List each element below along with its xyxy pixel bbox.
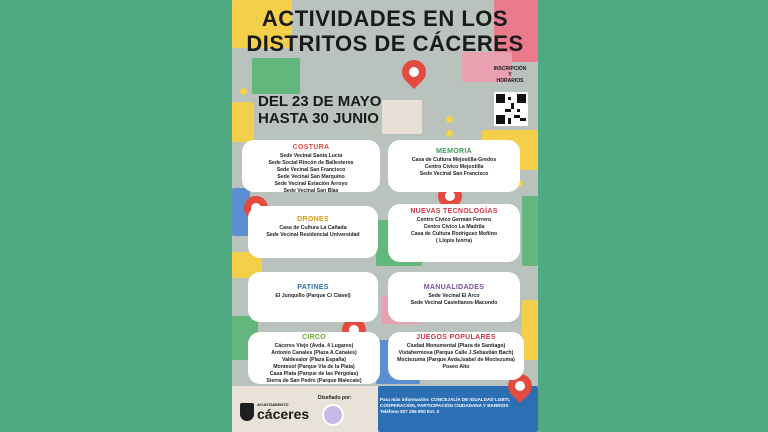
designed-by-label: Diseñado por:: [318, 395, 352, 401]
location-pin-icon: [397, 55, 431, 89]
card-line: Centro Cívico Germán Ferrero: [416, 217, 492, 223]
card-line: ( Llopis Ivorra): [435, 238, 473, 244]
card-drones: [248, 206, 378, 258]
footer-info-line3: Teléfono 927 255 800 Ext. 0: [380, 409, 440, 414]
card-circo-title: CIRCO: [301, 334, 327, 341]
map-dot: [240, 102, 247, 109]
card-line: Centro Cívico Mejostilla: [424, 164, 484, 170]
ayuntamiento-logo: [240, 402, 309, 421]
logo-small-text: AYUNTAMIENTO: [257, 402, 289, 407]
card-costura: [242, 140, 380, 192]
card-line: Sede Vecinal El Arco: [428, 293, 480, 299]
card-line: Cáceres Viejo (Avda. 4 Lugares): [274, 343, 354, 349]
card-juegos-title: JUEGOS POPULARES: [416, 334, 496, 341]
coat-of-arms-icon: [240, 403, 254, 421]
card-line: Casa Plata (Parque de las Pérgolas): [269, 371, 359, 377]
map-block: [522, 300, 538, 360]
card-line: Sede Vecinal Estación Arroyo: [274, 181, 348, 187]
card-memoria: [388, 140, 520, 192]
card-line: Sede Vecinal San Blas: [283, 188, 339, 194]
map-block: [522, 196, 538, 266]
footer-info: [380, 397, 534, 415]
inscription-label: [488, 66, 532, 84]
date-line1: DEL 23 DE MAYO: [258, 93, 382, 110]
card-line: Sede Vecinal Castellanos-Macondo: [410, 300, 498, 306]
logo-big-text: cáceres: [257, 406, 310, 422]
footer-info-line2: COOPERACIÓN, PARTICIPACIÓN CIUDADANA Y BARRIOS: [380, 403, 509, 408]
card-line: Vistahermosa (Parque Calle J.Sebastián Bach): [398, 350, 514, 356]
card-line: Montesol (Parque Vía de la Plata): [273, 364, 355, 370]
map-block: [382, 100, 422, 134]
card-line: Sede Vecinal Residencial Universidad: [266, 232, 360, 238]
inscription-line1: INSCRIPCIÓN: [493, 66, 527, 72]
card-manualidades-title: MANUALIDADES: [423, 284, 485, 291]
card-juegos-populares: [388, 332, 524, 380]
card-line: Antonio Canales (Plaza A.Canales): [271, 350, 357, 356]
map-dot: [446, 130, 453, 137]
activity-poster: [232, 0, 538, 432]
card-manualidades: [388, 272, 520, 322]
card-line: Sede Social Rincón de Ballesteros: [268, 160, 354, 166]
designer-seal-icon: [322, 404, 344, 426]
map-dot: [446, 116, 453, 123]
card-line: Sede Vecinal San Francisco: [276, 167, 346, 173]
card-line: Sede Vecinal Santa Lucía: [279, 153, 343, 159]
card-line: Sede Vecinal San Francisco: [419, 171, 489, 177]
card-line: Centro Cívico La Madrila: [423, 224, 485, 230]
card-line: Moctezuma (Parque Avda.Isabel de Moctezuma): [397, 357, 515, 363]
qr-code-icon[interactable]: [494, 92, 528, 126]
date-line2: HASTA 30 JUNIO: [258, 110, 379, 127]
map-block: [252, 58, 300, 94]
card-drones-title: DRONES: [297, 216, 329, 223]
inscription-line2: Y: [508, 72, 512, 78]
card-nuevas-title: NUEVAS TECNOLOGÍAS: [410, 208, 498, 215]
poster-title-line2: DISTRITOS DE CÁCERES: [246, 31, 524, 56]
card-line: Casa de Cultura La Cañada: [279, 225, 347, 231]
card-memoria-title: MEMORIA: [436, 148, 472, 155]
card-line: Poseo Alto: [442, 364, 470, 370]
map-dot: [240, 88, 247, 95]
card-line: Sierra de San Pedro (Parque Malecate): [266, 378, 362, 384]
inscription-line3: HORARIOS: [496, 78, 524, 84]
poster-title-line1: ACTIVIDADES EN LOS: [261, 6, 509, 31]
card-patines-title: PATINES: [297, 284, 329, 291]
card-patines: [248, 272, 378, 322]
card-line: El Junquillo (Parque C/ Clavel): [275, 293, 351, 299]
card-line: Casa de Cultura Rodríguez Moñino: [410, 231, 498, 237]
card-line: Sede Vecinal San Marquino: [277, 174, 345, 180]
card-nuevas-tecnologias: [388, 204, 520, 262]
card-line: Valdesalor (Plaza España): [281, 357, 346, 363]
footer-info-line1: Para más información: CONCEJALÍA DE IGUALDAD LGBTI,: [380, 397, 511, 402]
card-line: Casa de Cultura Mejostilla-Gredos: [411, 157, 497, 163]
card-line: Ciudad Monumental (Plaza de Santiago): [406, 343, 506, 349]
card-costura-title: COSTURA: [292, 144, 330, 151]
card-circo: [248, 332, 380, 384]
